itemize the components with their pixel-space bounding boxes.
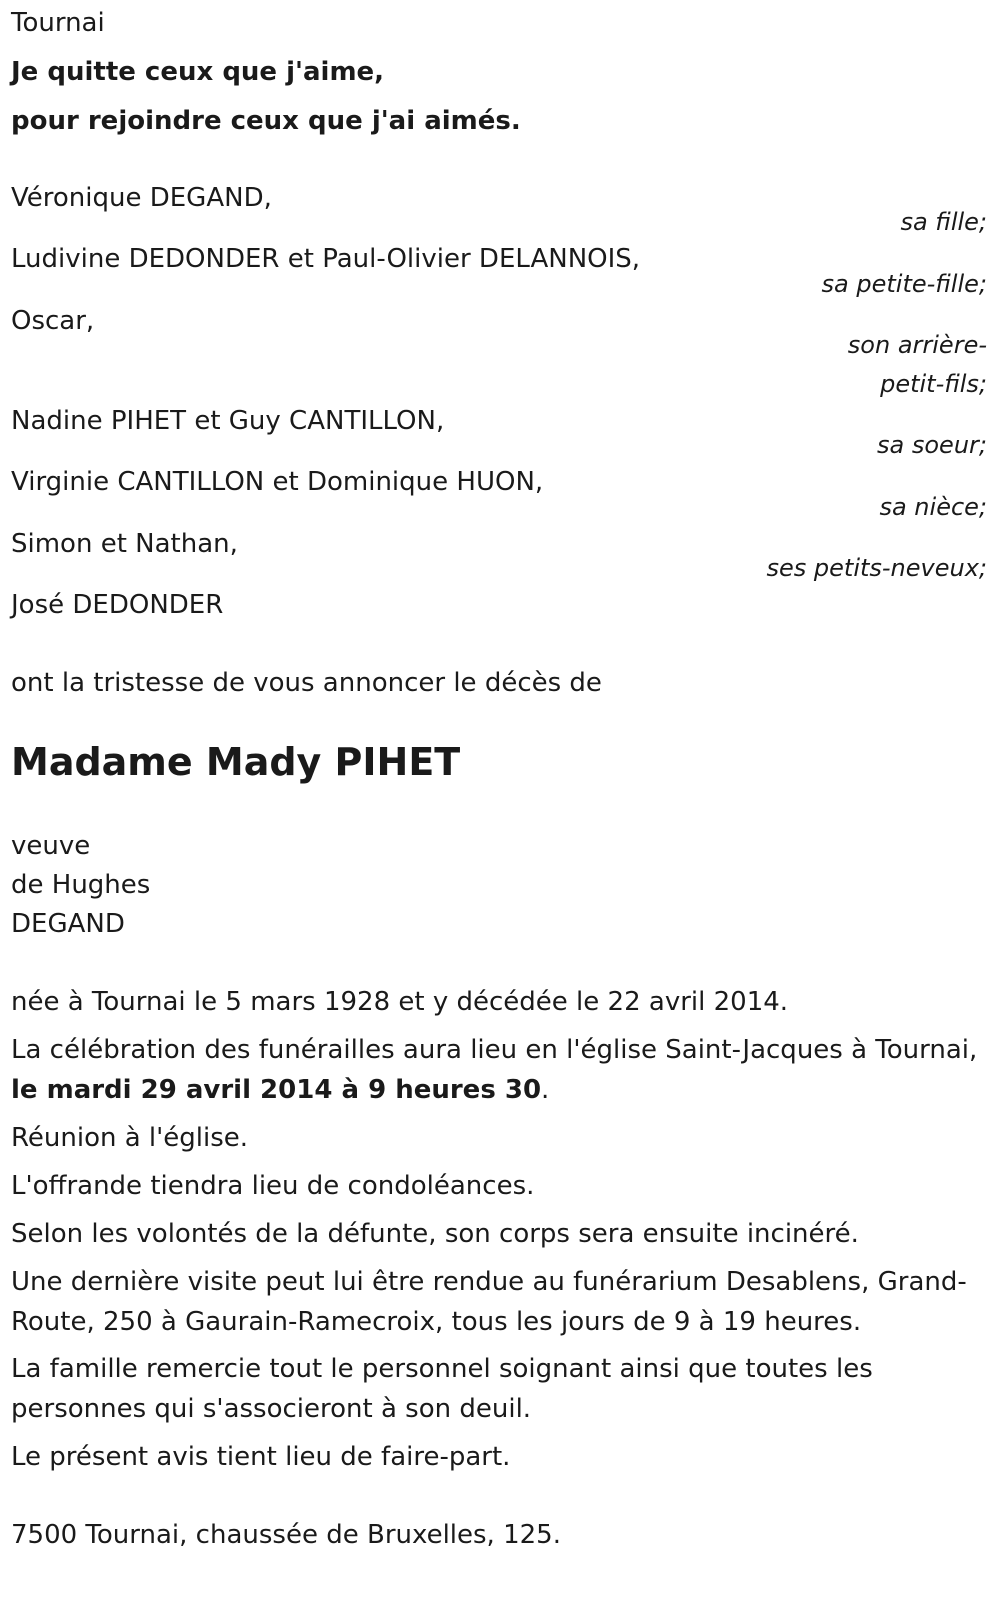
family-member-name: Simon et Nathan, <box>11 529 238 559</box>
family-member-relation: sa soeur; <box>877 431 987 459</box>
reunion-text: Réunion à l'église. <box>11 1123 249 1153</box>
widow-line-3: DEGAND <box>11 909 125 939</box>
announcement: ont la tristesse de vous annoncer le décès de <box>11 668 602 698</box>
ceremony-paragraph <box>11 1030 986 1110</box>
address: 7500 Tournai, chaussée de Bruxelles, 125. <box>11 1520 561 1550</box>
cremation-text: Selon les volontés de la défunte, son corps sera ensuite incinéré. <box>11 1219 859 1249</box>
family-member-relation: ses petits-neveux; <box>766 554 987 582</box>
family-member-name: Virginie CANTILLON et Dominique HUON, <box>11 467 544 497</box>
family-member-relation-cont: petit-fils; <box>880 370 987 398</box>
quote-line-1: Je quitte ceux que j'aime, <box>11 57 385 87</box>
family-member-relation: sa fille; <box>900 208 987 236</box>
widow-line-2: de Hughes <box>11 870 151 900</box>
ceremony-date: le mardi 29 avril 2014 à 9 heures 30 <box>11 1075 542 1105</box>
notice-text: Le présent avis tient lieu de faire-part. <box>11 1442 511 1472</box>
family-member-relation: sa petite-fille; <box>821 270 987 298</box>
family-member-relation: sa nièce; <box>879 493 987 521</box>
ceremony-intro: La célébration des funérailles aura lieu en l'église Saint-Jacques à Tournai, <box>11 1035 978 1065</box>
visit-paragraph: Une dernière visite peut lui être rendue au funérarium Desablens, Grand-Route, 250 à Gaurain-Ramecroix, tous les jours de 9 à 19 heures. <box>11 1267 967 1337</box>
family-member-name: Ludivine DEDONDER et Paul-Olivier DELANNOIS, <box>11 244 641 274</box>
quote-line-2: pour rejoindre ceux que j'ai aimés. <box>11 106 521 136</box>
widow-line-1: veuve <box>11 831 91 861</box>
family-member-relation: son arrière- <box>847 331 987 359</box>
birth-death-dates: née à Tournai le 5 mars 1928 et y décédée le 22 avril 2014. <box>11 987 789 1017</box>
family-member-name: Nadine PIHET et Guy CANTILLON, <box>11 406 445 436</box>
thanks-paragraph: La famille remercie tout le personnel soignant ainsi que toutes les personnes qui s'associeront à son deuil. <box>11 1354 873 1424</box>
family-member-name: Véronique DEGAND, <box>11 183 272 213</box>
family-member-name: Oscar, <box>11 306 95 336</box>
ceremony-end: . <box>541 1075 550 1105</box>
deceased-name: Madame Mady PIHET <box>11 740 461 784</box>
offering-text: L'offrande tiendra lieu de condoléances. <box>11 1171 535 1201</box>
location-header: Tournai <box>11 8 105 38</box>
family-member-name: José DEDONDER <box>11 590 224 620</box>
